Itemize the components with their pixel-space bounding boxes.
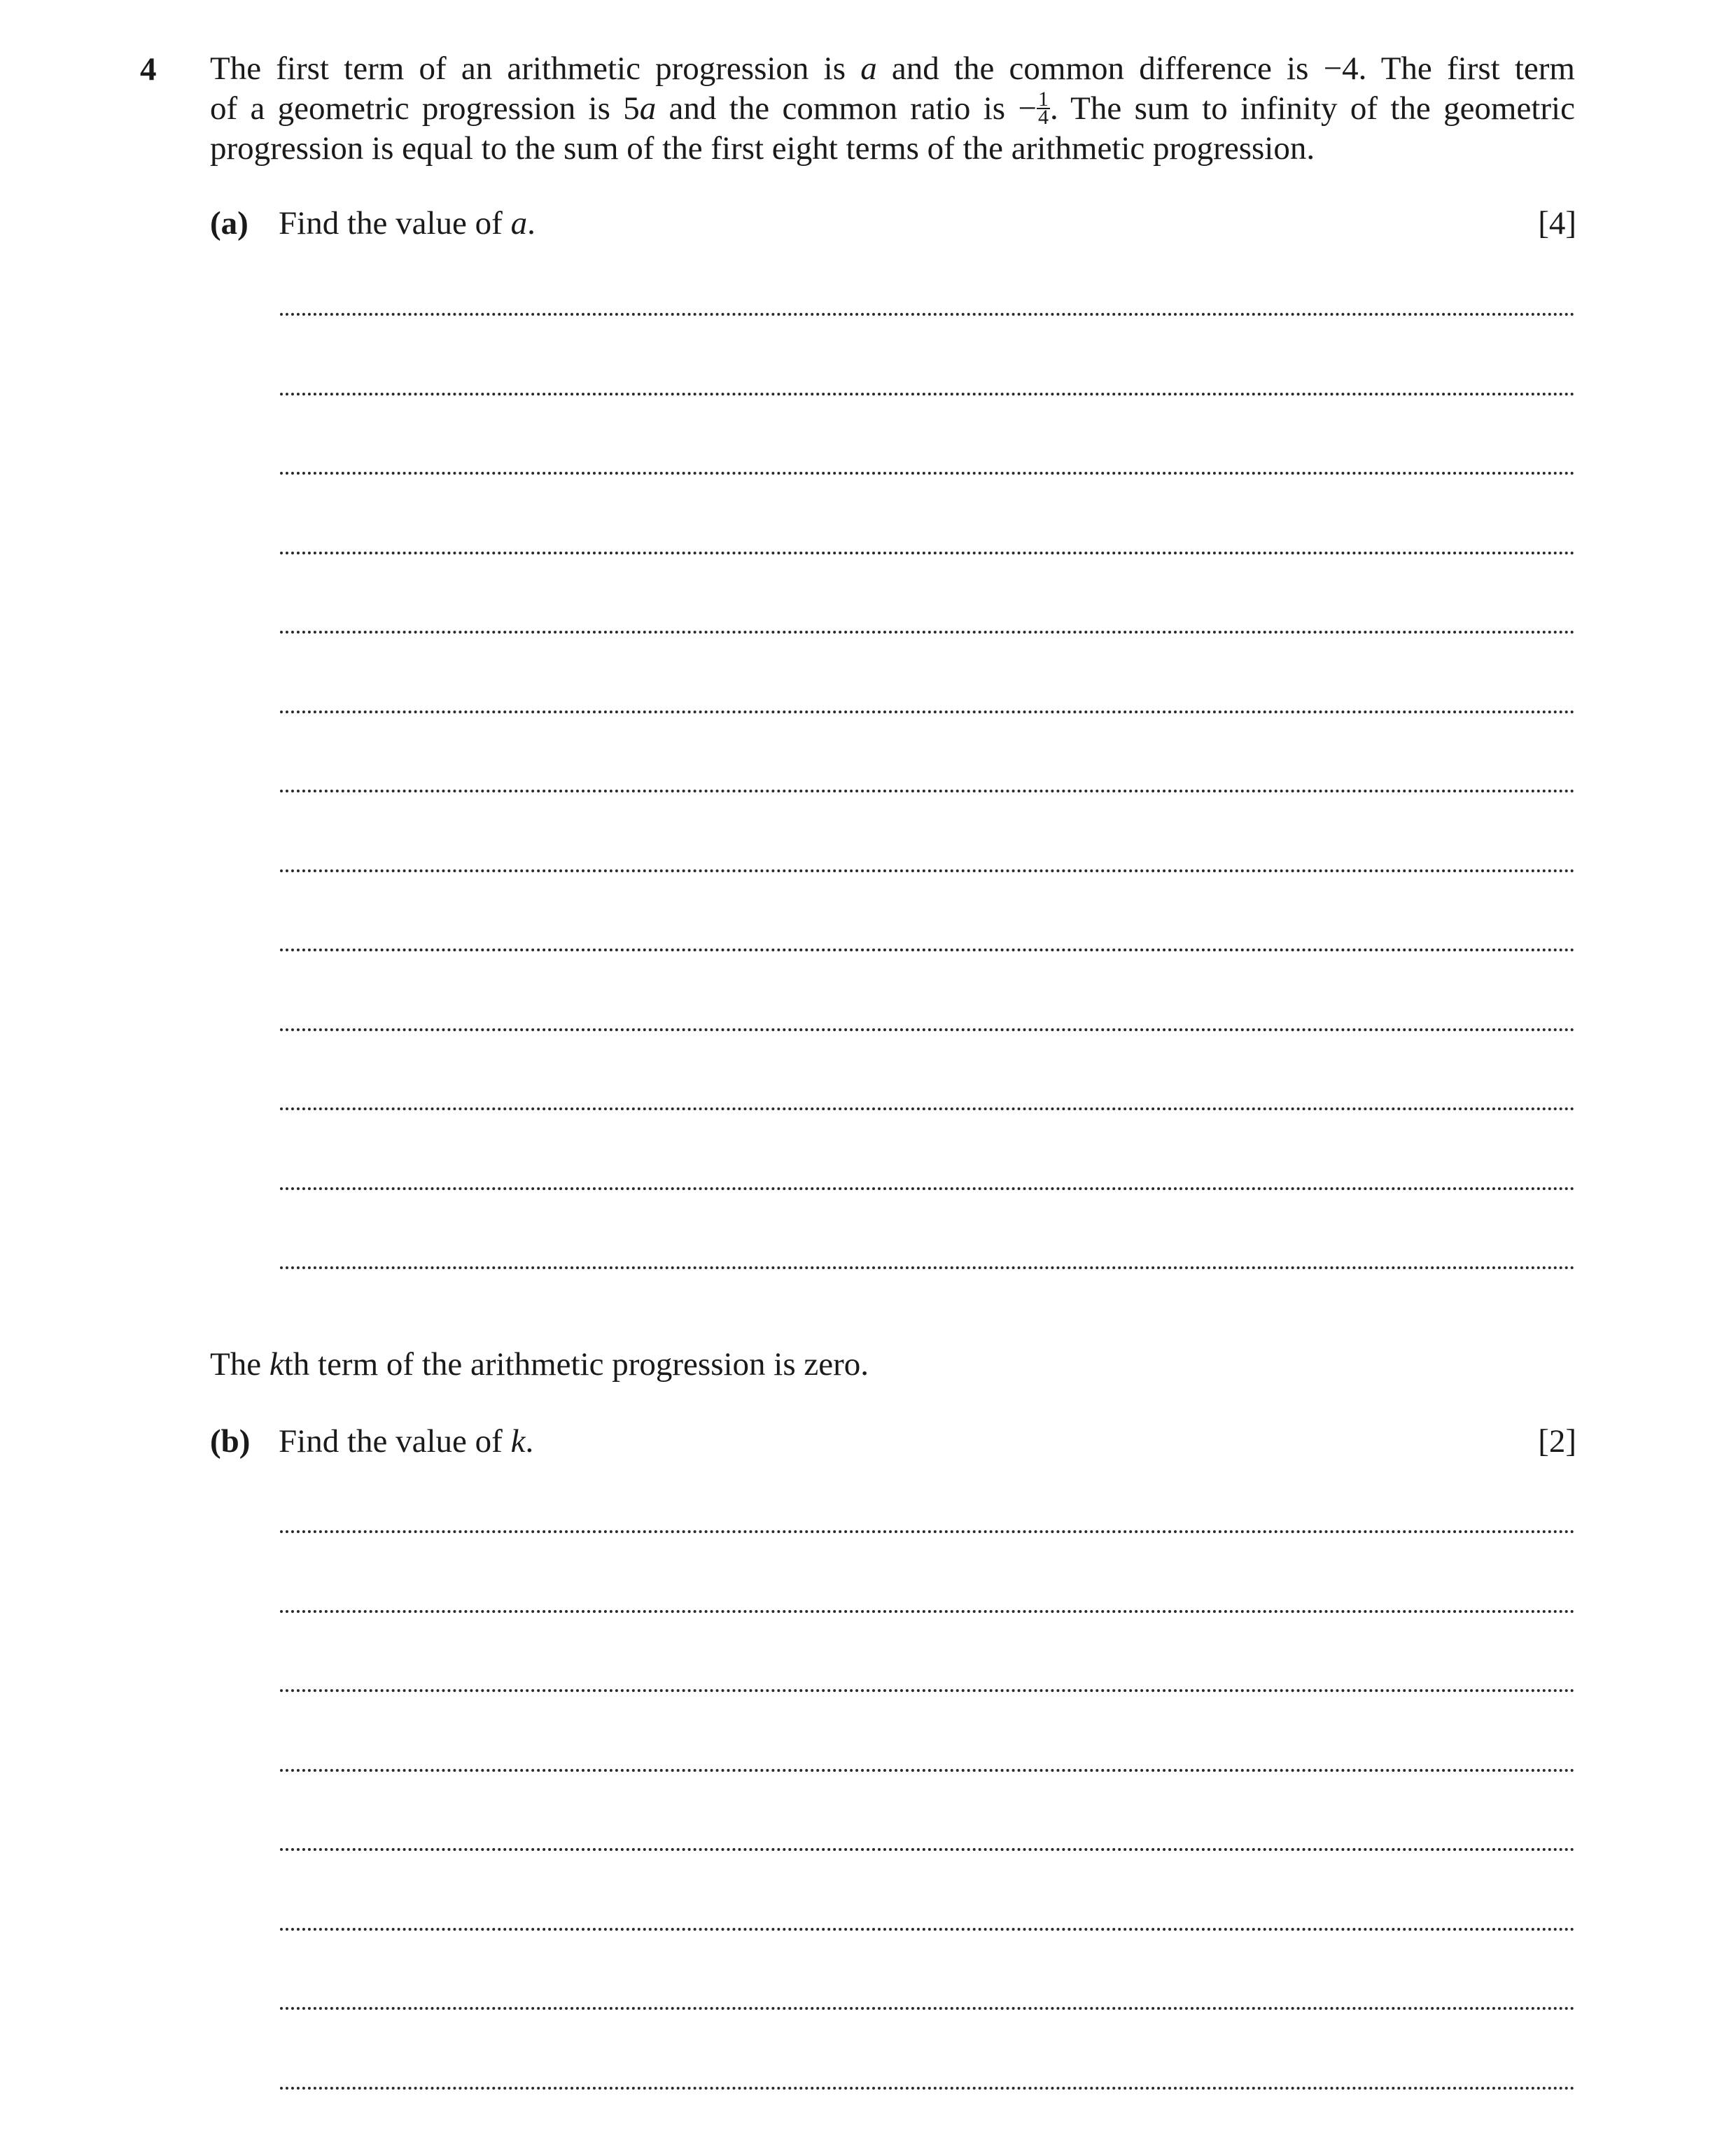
answer-line[interactable] — [280, 1107, 1575, 1110]
part-a-marks: [4] — [1538, 205, 1576, 242]
answer-line[interactable] — [280, 869, 1575, 872]
question-stem — [210, 49, 1575, 169]
answer-line[interactable] — [280, 1689, 1575, 1692]
variable-k: k — [510, 1423, 526, 1460]
answer-line[interactable] — [280, 472, 1575, 475]
stem-line-1: The first term of an arithmetic progression is a and the common difference is −4. The first term — [210, 50, 1575, 87]
part-b-prompt: (b) Find the value of k. [2] — [210, 1421, 1576, 1462]
answer-line[interactable] — [280, 313, 1575, 316]
answer-line[interactable] — [280, 552, 1575, 554]
variable-a: a — [510, 205, 528, 242]
answer-line[interactable] — [280, 1769, 1575, 1772]
answer-line[interactable] — [280, 631, 1575, 634]
answer-line[interactable] — [280, 1530, 1575, 1533]
answer-line[interactable] — [280, 711, 1575, 713]
fraction-denominator: 4 — [1037, 106, 1049, 130]
answer-line[interactable] — [280, 1848, 1575, 1851]
interlude-sentence: The kth term of the arithmetic progression is zero. — [210, 1346, 869, 1383]
stem-line-2: of a geometric progression is 5a and the common ratio is − $\frac{1}{4}$ . The sum to infinity of the geometric — [210, 88, 1575, 130]
answer-line[interactable] — [280, 1028, 1575, 1031]
part-b-marks: [2] — [1538, 1423, 1576, 1460]
variable-a: a — [860, 50, 877, 87]
variable-a: a — [639, 90, 657, 127]
answer-line[interactable] — [280, 790, 1575, 792]
answer-line[interactable] — [280, 1266, 1575, 1269]
fraction-numerator: 1 — [1037, 88, 1049, 111]
answer-line[interactable] — [280, 1928, 1575, 1931]
answer-line[interactable] — [280, 949, 1575, 951]
stem-line-3: progression is equal to the sum of the first eight terms of the arithmetic progression. — [210, 130, 1315, 167]
fraction-one-quarter — [1037, 88, 1050, 130]
part-a-label: (a) — [210, 205, 248, 242]
part-b-label: (b) — [210, 1423, 251, 1460]
answer-line[interactable] — [280, 393, 1575, 396]
answer-line[interactable] — [280, 2087, 1575, 2090]
answer-line[interactable] — [280, 2007, 1575, 2010]
answer-line[interactable] — [280, 1187, 1575, 1190]
answer-line[interactable] — [280, 1610, 1575, 1613]
part-a-prompt: (a) Find the value of a. [4] — [210, 203, 1576, 244]
question-number: 4 — [140, 51, 157, 88]
variable-k: k — [269, 1346, 284, 1383]
